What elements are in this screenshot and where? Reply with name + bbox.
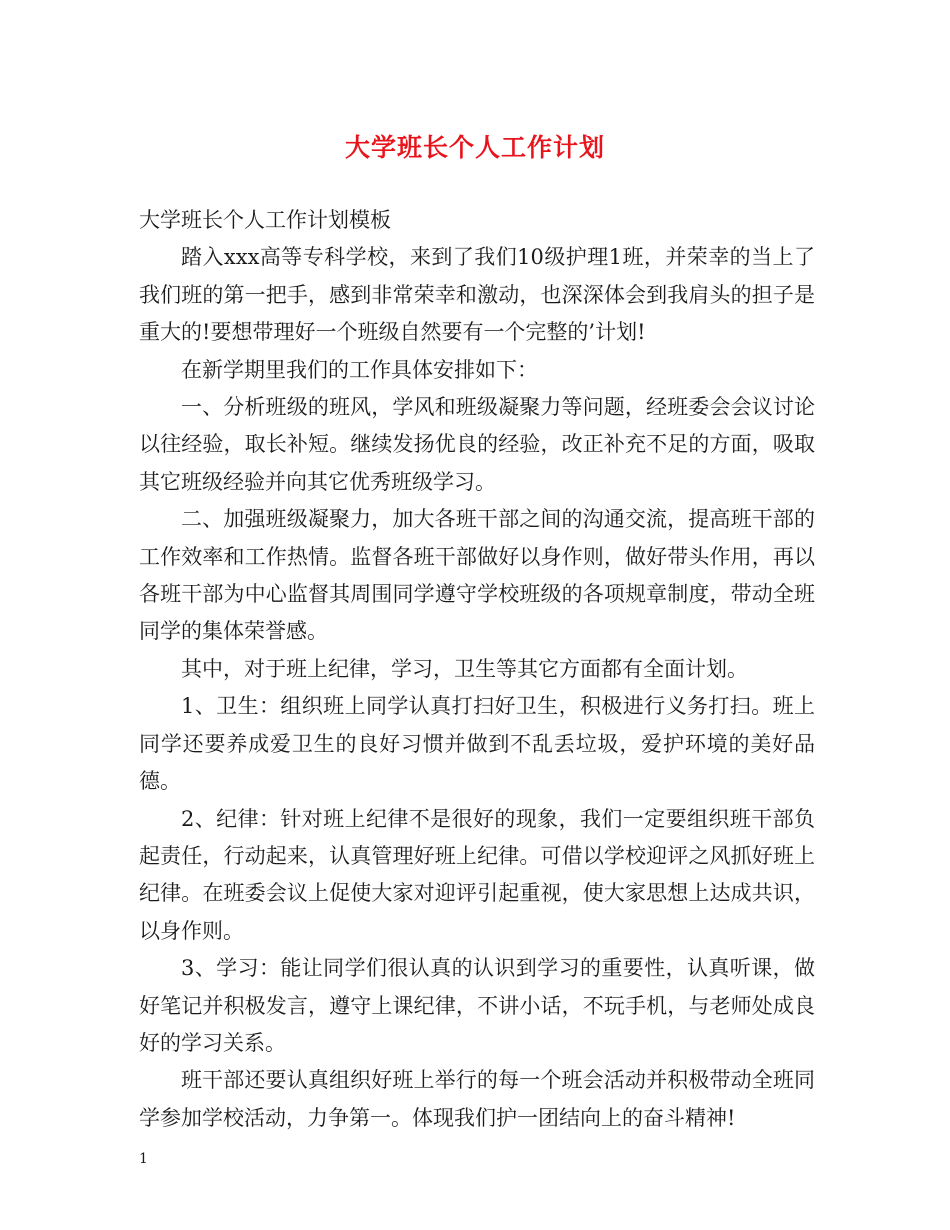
paragraph-overview: 其中，对于班上纪律，学习，卫生等其它方面都有全面计划。 (181, 656, 748, 681)
document-title: 大学班长个人工作计划 (344, 133, 605, 162)
paragraph-item-two: 二、加强班级凝聚力，加大各班干部之间的沟通交流，提高班干部的工作效率和工作热情。监督各班干部做好以身作则，做好带头作用，再以各班干部为中心监督其周围同学遵守学校班级的各项规章制度，带动全班同学的集体荣誉感。 (139, 507, 815, 644)
paragraph-intro: 踏入xxx高等专科学校，来到了我们10级护理1班，并荣幸的当上了我们班的第一把手，感到非常荣幸和激动，也深深体会到我肩头的担子是重大的!要想带理好一个班级自然要有一个完整的’计划! (139, 245, 815, 345)
paragraph-arrangement: 在新学期里我们的工作具体安排如下： (181, 357, 538, 382)
paragraph-item-one: 一、分析班级的班风，学风和班级凝聚力等问题，经班委会会议讨论以往经验，取长补短。继续发扬优良的经验，改正补充不足的方面，吸取其它班级经验并向其它优秀班级学习。 (139, 395, 815, 494)
paragraph-activities: 班干部还要认真组织好班上举行的每一个班会活动并积极带动全班同学参加学校活动，力争第一。体现我们护一团结向上的奋斗精神! (139, 1068, 815, 1130)
page-number: 1 (139, 1151, 148, 1167)
document-subtitle: 大学班长个人工作计划模板 (139, 208, 391, 232)
paragraph-hygiene: 1、卫生：组织班上同学认真打扫好卫生，积极进行义务打扫。班上同学还要养成爱卫生的良好习惯并做到不乱丢垃圾，爱护环境的美好品德。 (139, 694, 815, 794)
document-body (139, 202, 815, 1137)
paragraph-study: 3、学习：能让同学们很认真的认识到学习的重要性，认真听课，做好笔记并积极发言，遵守上课纪律，不讲小话，不玩手机，与老师处成良好的学习关系。 (139, 956, 815, 1055)
paragraph-discipline: 2、纪律：针对班上纪律不是很好的现象，我们一定要组织班干部负起责任，行动起来，认真管理好班上纪律。可借以学校迎评之风抓好班上纪律。在班委会议上促使大家对迎评引起重视，使大家思想上达成共识，以身作则。 (139, 806, 815, 943)
